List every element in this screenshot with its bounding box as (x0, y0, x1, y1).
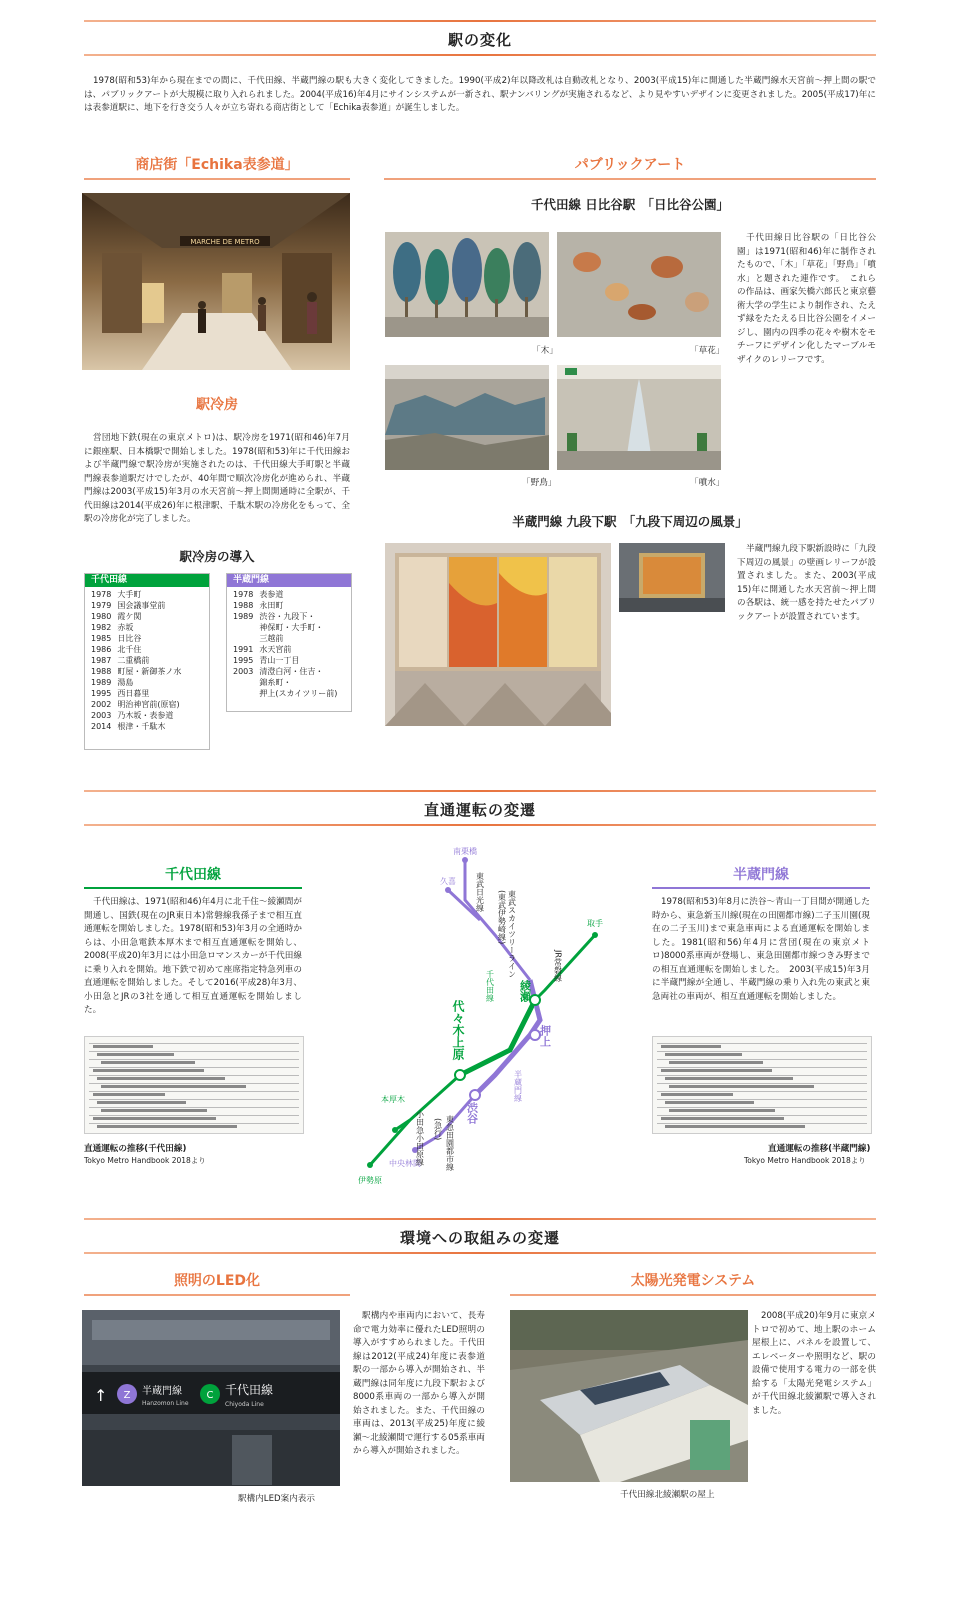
map-label-isehara: 伊勢原 (358, 1176, 382, 1185)
table-text-block (661, 1069, 772, 1072)
cooling-row (88, 688, 184, 699)
hanzomon-cooling-rows (230, 589, 340, 699)
table-rule (657, 1107, 867, 1108)
chiyoda-cooling-rows (88, 589, 184, 732)
table-text-block (101, 1085, 246, 1088)
cooling-row (230, 644, 340, 655)
station-change-intro: 1978(昭和53)年から現在までの間に、千代田線、半蔵門線の駅も大きく変化してきました。1990(平成2)年以降改札は自動改札となり、2003(平成15)年に開通した半蔵門線水天宮前〜押上間の駅では、パブリックアートが大規模に取り入れられました。2004(平成16)年4月にサインシステムが一新され、駅ナンバリングが実施されるなど、より見やすいデザインに変更されました。2005(平成17)年には表参道駅に、地下を行き交う人々が立ち寄れる商店街として「Echika表参道」が誕生しました。 (84, 76, 876, 113)
cooling-stations: 表参道 (259, 590, 284, 599)
cooling-year: 1985 (91, 634, 112, 643)
cooling-year (230, 622, 256, 633)
map-label-minamikurihashi: 南栗橋 (453, 847, 477, 856)
cooling-stations: 渋谷・九段下・ (259, 612, 316, 621)
table-text-block (669, 1109, 775, 1112)
art-photo-tree (385, 232, 549, 337)
map-label-toride: 取手 (587, 919, 603, 928)
cooling-row (88, 589, 184, 600)
hibiya-text: 千代田線日比谷駅の「日比谷公園」は1971(昭和46)年に制作されたもので、「木」「草花」「野鳥」「噴水」と題された連作です。 これらの作品は、画家矢橋六郎氏と東京藝術大学の学生により制作され、たえず緑をたたえる日比谷公園をイメージし、園内の四季の花々や樹木をモチーフにデザイン化したマーブルモザイクのレリーフです。 (737, 233, 876, 365)
cooling-stations: 根津・千駄木 (117, 722, 166, 731)
cooling-row (88, 622, 184, 633)
map-label-hon-atsugi: 本厚木 (381, 1095, 405, 1104)
led-heading: 照明のLED化 (84, 1270, 350, 1296)
table-text-block (661, 1093, 733, 1096)
art-photo-kudanshita-main (385, 543, 611, 726)
cooling-year: 2014 (91, 722, 112, 731)
map-label-jr-joban: JR常磐線 (553, 950, 563, 982)
map-label-denentoshi-2: (急行) (433, 1118, 443, 1141)
cooling-year (230, 633, 256, 644)
cooling-row (88, 710, 184, 721)
shibuya-station (470, 1090, 480, 1100)
table-text-block (93, 1117, 216, 1120)
caption-flowers: 「草花」 (690, 346, 725, 356)
cooling-row (230, 655, 340, 666)
table-text-block (97, 1077, 225, 1080)
map-label-yoyogi-uehara: 代々木上原 (451, 1000, 465, 1060)
section-header-environment (84, 1218, 876, 1254)
tree-mosaic (385, 232, 549, 337)
chiyoda-cooling-header: 千代田線 (85, 574, 209, 587)
table-rule (89, 1051, 299, 1052)
svg-text:C: C (206, 1390, 214, 1401)
cooling-row (230, 677, 340, 688)
map-label-chuo-rinkan: 中央林間 (389, 1159, 421, 1168)
table-text-block (665, 1101, 754, 1104)
cooling-row (230, 633, 340, 644)
led-sign-chiyoda-en: Chiyoda Line (225, 1401, 264, 1408)
cooling-stations: 大手町 (117, 590, 142, 599)
led-sign-photo (82, 1310, 340, 1486)
cooling-row (230, 688, 340, 699)
cooling-stations: 二重橋前 (117, 656, 150, 665)
echika-photo (82, 193, 350, 370)
table-rule (89, 1099, 299, 1100)
map-label-tobu-nikko: 東武日光線 (475, 872, 485, 912)
table-text-block (669, 1085, 814, 1088)
cooling-text: 営団地下鉄(現在の東京メトロ)は、駅冷房を1971(昭和46)年7月に銀座駅、日本橋駅で開始しました。1978(昭和53)年に千代田線および半蔵門線で駅冷房が実施されたのは、千代田線大手町駅と半蔵門線表参道駅だけでしたが、40年間で順次冷房化が進められ、半蔵門線は2003(平成15)年3月の水天宮前〜押上間開通時に全駅が、千代田線は2014(平成26)年に根津駅、千駄木駅の冷房化をもって、全駅の冷房化が完了しました。 (84, 433, 350, 524)
table-rule (657, 1067, 867, 1068)
table-text-block (661, 1045, 721, 1048)
table-rule (89, 1083, 299, 1084)
chiyoda-line (460, 1000, 535, 1075)
table-text-block (665, 1125, 805, 1128)
cooling-heading: 駅冷房 (196, 397, 238, 413)
caption-fountain: 「噴水」 (690, 478, 725, 488)
table-rule (89, 1059, 299, 1060)
solar-caption: 千代田線北綾瀬駅の屋上 (620, 1490, 715, 1500)
hanzomon-heading-rule (652, 887, 870, 889)
cooling-stations: 赤坂 (117, 623, 134, 632)
table-rule (89, 1115, 299, 1116)
cooling-stations: 西日暮里 (117, 689, 150, 698)
ayase-station (530, 995, 540, 1005)
isehara-dot (367, 1162, 373, 1168)
hanzomon-cooling-header: 半蔵門線 (227, 574, 351, 587)
cooling-year (230, 688, 256, 699)
cooling-stations: 青山一丁目 (259, 656, 300, 665)
cooling-stations: 神保町・大手町・ (259, 623, 324, 632)
chiyoda-heading: 千代田線 (165, 867, 221, 883)
map-label-hanzomon-line: 半蔵門線 (513, 1070, 523, 1102)
table-text-block (665, 1077, 793, 1080)
cooling-row (88, 721, 184, 732)
cooling-row (88, 633, 184, 644)
cooling-year: 2003 (91, 711, 112, 720)
cooling-stations: 国会議事堂前 (117, 601, 166, 610)
map-label-tobu-isesaki: (東武伊勢崎線) (497, 890, 507, 945)
cooling-stations: 永田町 (259, 601, 284, 610)
birds-mosaic (385, 365, 549, 470)
solar-heading: 太陽光発電システム (510, 1270, 876, 1296)
kuki-dot (445, 887, 451, 893)
art-photo-birds (385, 365, 549, 470)
cooling-stations: 湯島 (117, 678, 134, 687)
led-caption: 駅構内LED案内表示 (238, 1494, 315, 1504)
toride-dot (592, 932, 598, 938)
hanzomon-heading: 半蔵門線 (733, 867, 789, 883)
echika-heading: 商店街「Echika表参道」 (84, 154, 350, 180)
hanzomon-table-caption: 直通運転の推移(半蔵門線) (768, 1144, 871, 1154)
cooling-year: 1978 (233, 590, 254, 599)
kudanshita-text: 半蔵門線九段下駅新設時に「九段下周辺の風景」の壁画レリーフが設置されました。また、2003(平成15)年に開通した水天宮前〜押上間の各駅は、統一感を持たせたパブリックアートが設置されています。 (737, 544, 876, 622)
section-title: 駅の変化 (447, 31, 512, 49)
cooling-stations: 乃木坂・表参道 (117, 711, 174, 720)
art-photo-kudanshita-sub (619, 543, 725, 612)
led-text: 駅構内や車両内において、長寿命で電力効率に優れたLED照明の導入がすすめられました。千代田線は2012(平成24)年度に表参道駅の一部から導入が開始され、半蔵門線は同年度に九段下駅および8000系車両の一部から導入が開始されました。また、千代田線の車両は、2013(平成25)年度に綾瀬〜北綾瀬間で運行する05系車両から導入が開始されました。 (353, 1311, 485, 1456)
cooling-stations: 押上(スカイツリー前) (259, 689, 338, 698)
kudanshita-title: 半蔵門線 九段下駅 「九段下周辺の風景」 (512, 514, 748, 529)
chiyoda-cooling-table (84, 573, 210, 750)
fountain-mosaic (557, 365, 721, 470)
hon-atsugi-dot (392, 1127, 398, 1133)
section-title: 直通運転の変遷 (423, 801, 536, 819)
arrow-up-icon: ↑ (94, 1386, 108, 1405)
kudanshita-sub-illustration (619, 543, 725, 612)
cooling-year: 1987 (91, 656, 112, 665)
table-text-block (97, 1101, 186, 1104)
cooling-row (230, 611, 340, 622)
cooling-stations: 水天宮前 (259, 645, 292, 654)
minamikurihashi-dot (462, 857, 468, 863)
cooling-year: 1988 (233, 601, 254, 610)
cooling-stations: 北千住 (117, 645, 142, 654)
table-rule (89, 1091, 299, 1092)
table-rule (657, 1059, 867, 1060)
table-text-block (97, 1125, 237, 1128)
through-service-map (330, 840, 630, 1190)
cooling-year: 1995 (233, 656, 254, 665)
cooling-row (230, 589, 340, 600)
cooling-year: 1989 (233, 612, 254, 621)
hibiya-title: 千代田線 日比谷駅 「日比谷公園」 (530, 197, 730, 212)
hanzomon-text: 1978(昭和53)年8月に渋谷〜青山一丁目間が開通した時から、東急新玉川線(現在の田園都市線)二子玉川園(現在の二子玉川)まで東急車両による直通運転を開始しました。1981(昭和56)年4月に営団(現在の東京メトロ)8000系車両が登場し、東急田園都市線つきみ野までの相互直通運転を開始しました。 2003(平成15)年3月に半蔵門線が全通し、半蔵門線の乗り入れ先の東武と東急両社の車両が、相互直通運転を開始しました。 (652, 897, 870, 1002)
cooling-year: 1980 (91, 612, 112, 621)
cooling-row (230, 600, 340, 611)
table-text-block (669, 1061, 763, 1064)
hanzomon-history-table (652, 1036, 872, 1134)
cooling-year: 1982 (91, 623, 112, 632)
map-label-ayase: 綾瀬 (518, 980, 532, 1002)
table-text-block (93, 1045, 153, 1048)
hanzomon-table-source: Tokyo Metro Handbook 2018より (744, 1156, 866, 1165)
cooling-year: 2003 (233, 667, 254, 676)
cooling-row (88, 655, 184, 666)
cooling-year: 1986 (91, 645, 112, 654)
section-title: 環境への取組みの変遷 (399, 1229, 560, 1247)
map-label-denentoshi-1: 東急田園都市線 (445, 1115, 455, 1171)
cooling-year: 1988 (91, 667, 112, 676)
table-text-block (665, 1053, 742, 1056)
kudanshita-wall-illustration (385, 543, 611, 726)
chiyoda-history-table (84, 1036, 304, 1134)
led-sign-hanzomon: 半蔵門線 (142, 1386, 182, 1397)
yoyogi-uehara-station (455, 1070, 465, 1080)
table-text-block (93, 1069, 204, 1072)
table-rule (657, 1083, 867, 1084)
table-text-block (93, 1093, 165, 1096)
cooling-row (88, 611, 184, 622)
solar-roof-photo (510, 1310, 748, 1482)
cooling-year: 1989 (91, 678, 112, 687)
map-label-chiyoda-line: 千代田線 (485, 970, 495, 1002)
led-sign-chiyoda: 千代田線 (225, 1383, 274, 1397)
caption-birds: 「野鳥」 (522, 478, 557, 488)
cooling-stations: 霞ケ関 (117, 612, 142, 621)
echika-sign-text: MARCHE DE METRO (190, 238, 260, 246)
cooling-row (88, 699, 184, 710)
art-photo-flowers (557, 232, 721, 337)
table-rule (657, 1123, 867, 1124)
cooling-stations: 清澄白河・住吉・ (259, 667, 324, 676)
table-rule (657, 1115, 867, 1116)
chiyoda-table-source: Tokyo Metro Handbook 2018より (84, 1156, 206, 1165)
table-rule (89, 1123, 299, 1124)
table-rule (657, 1075, 867, 1076)
table-text-block (101, 1109, 207, 1112)
cooling-row (88, 666, 184, 677)
chiyoda-text: 千代田線は、1971(昭和46)年4月に北千住〜綾瀬間が開通し、国鉄(現在のJR東日本)常磐線我孫子まで相互直通運転を開始しました。1978(昭和53)年3月の全通時からは、小田急電鉄本厚木まで相互直通運転を開始し、2008(平成20)年3月には小田急ロマンスカーが千代田線に乗り入れを開始。地下鉄で初めて座席指定特急列車の直通運転を開始しました。そして2016(平成28)年3月、小田急とJRの3社を通して相互直通運転を開始しました。 (84, 897, 302, 1015)
cooling-year: 1995 (91, 689, 112, 698)
svg-text:Z: Z (123, 1390, 131, 1401)
table-rule (657, 1043, 867, 1044)
cooling-year: 2002 (91, 700, 112, 709)
table-rule (657, 1091, 867, 1092)
hanzomon-cooling-table (226, 573, 352, 712)
solar-text: 2008(平成20)年9月に東京メトロで初めて、地上駅のホーム屋根上に、パネルを設置して、エレベーターや照明など、駅の設備で使用する電力の一部を供給する「太陽光発電システム」が千代田線北綾瀬駅で導入されました。 (752, 1311, 876, 1416)
cooling-stations: 明治神宮前(原宿) (117, 700, 180, 709)
cooling-year: 1978 (91, 590, 112, 599)
public-art-heading: パブリックアート (384, 154, 876, 180)
led-sign-illustration (82, 1310, 340, 1486)
art-photo-fountain (557, 365, 721, 470)
caption-tree: 「木」 (532, 346, 558, 356)
cooling-stations: 日比谷 (117, 634, 142, 643)
flowers-mosaic (557, 232, 721, 337)
map-label-shibuya: 渋谷 (465, 1102, 479, 1124)
table-text-block (97, 1053, 174, 1056)
table-rule (89, 1107, 299, 1108)
cooling-row (88, 644, 184, 655)
table-text-block (101, 1061, 195, 1064)
cooling-stations: 町屋・新御茶ノ水 (117, 667, 182, 676)
table-rule (89, 1043, 299, 1044)
led-sign-hanzomon-en: Hanzomon Line (142, 1400, 189, 1407)
table-rule (89, 1067, 299, 1068)
chiyoda-table-caption: 直通運転の推移(千代田線) (84, 1144, 187, 1154)
map-label-kuki: 久喜 (440, 877, 456, 886)
table-rule (657, 1051, 867, 1052)
jr-joban-line (535, 935, 595, 1000)
cooling-year: 1979 (91, 601, 112, 610)
cooling-row (230, 622, 340, 633)
cooling-stations: 錦糸町・ (259, 678, 292, 687)
cooling-year: 1991 (233, 645, 254, 654)
table-rule (657, 1099, 867, 1100)
cooling-stations: 三越前 (259, 634, 284, 643)
cooling-row (230, 666, 340, 677)
chiyoda-heading-rule (84, 887, 302, 889)
map-label-tobu-skytree: 東武スカイツリーライン (507, 890, 517, 978)
section-header-through-service (84, 790, 876, 826)
map-label-odakyu: 小田急小田原線 (415, 1110, 425, 1166)
table-rule (89, 1075, 299, 1076)
cooling-row (88, 600, 184, 611)
cooling-table-title: 駅冷房の導入 (179, 549, 255, 564)
echika-photo-illustration (82, 193, 350, 370)
table-text-block (661, 1117, 784, 1120)
cooling-row (88, 677, 184, 688)
solar-roof-illustration (510, 1310, 748, 1482)
map-label-oshiage: 押上 (538, 1025, 552, 1047)
section-header-station-change (84, 20, 876, 56)
cooling-year (230, 677, 256, 688)
